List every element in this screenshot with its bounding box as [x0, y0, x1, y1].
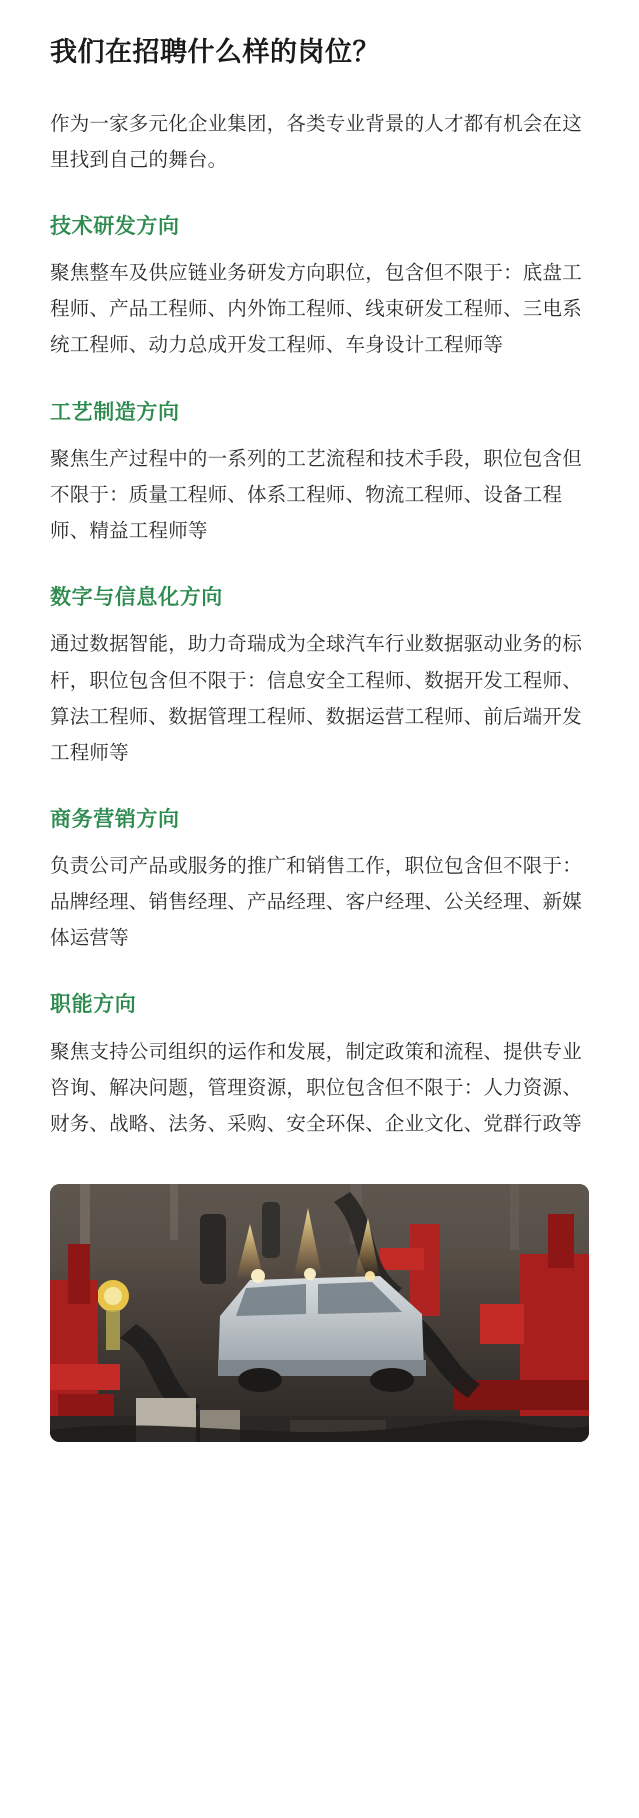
factory-photo-image: [50, 1184, 589, 1442]
section-body-process-manufacturing: 聚焦生产过程中的一系列的工艺流程和技术手段，职位包含但不限于：质量工程师、体系工程师、物流工程师、设备工程师、精益工程师等: [50, 447, 582, 543]
section-technical-rnd: [50, 212, 589, 364]
section-functional: [50, 990, 589, 1142]
page-title: 我们在招聘什么样的岗位？: [50, 37, 380, 67]
section-body-digital-informatization: 通过数据智能，助力奇瑞成为全球汽车行业数据驱动业务的标杆，职位包含但不限于：信息安全工程师、数据开发工程师、算法工程师、数据管理工程师、数据运营工程师、前后端开发工程师等: [50, 633, 582, 764]
section-business-marketing: [50, 805, 589, 957]
section-body-technical-rnd: 聚焦整车及供应链业务研发方向职位，包含但不限于：底盘工程师、产品工程师、内外饰工程师、线束研发工程师、三电系统工程师、动力总成开发工程师、车身设计工程师等: [50, 262, 582, 357]
section-heading-business-marketing: 商务营销方向: [50, 807, 180, 831]
section-heading-technical-rnd: 技术研发方向: [50, 214, 180, 238]
section-heading-functional: 职能方向: [50, 993, 137, 1017]
section-digital-informatization: [50, 583, 589, 771]
section-heading-digital-informatization: 数字与信息化方向: [50, 586, 223, 610]
intro-paragraph: 作为一家多元化企业集团，各类专业背景的人才都有机会在这里找到自己的舞台。: [50, 112, 582, 171]
section-body-business-marketing: 负责公司产品或服务的推广和销售工作，职位包含但不限于：品牌经理、销售经理、产品经理、客户经理、公关经理、新媒体运营等: [50, 855, 582, 950]
section-body-functional: 聚焦支持公司组织的运作和发展，制定政策和流程、提供专业咨询、解决问题，管理资源，职位包含但不限于：人力资源、财务、战略、法务、采购、安全环保、企业文化、党群行政等: [50, 1040, 582, 1135]
bottom-spacer: [50, 1442, 589, 1472]
section-process-manufacturing: [50, 398, 589, 550]
factory-photo: [50, 1184, 589, 1442]
section-heading-process-manufacturing: 工艺制造方向: [50, 400, 180, 424]
